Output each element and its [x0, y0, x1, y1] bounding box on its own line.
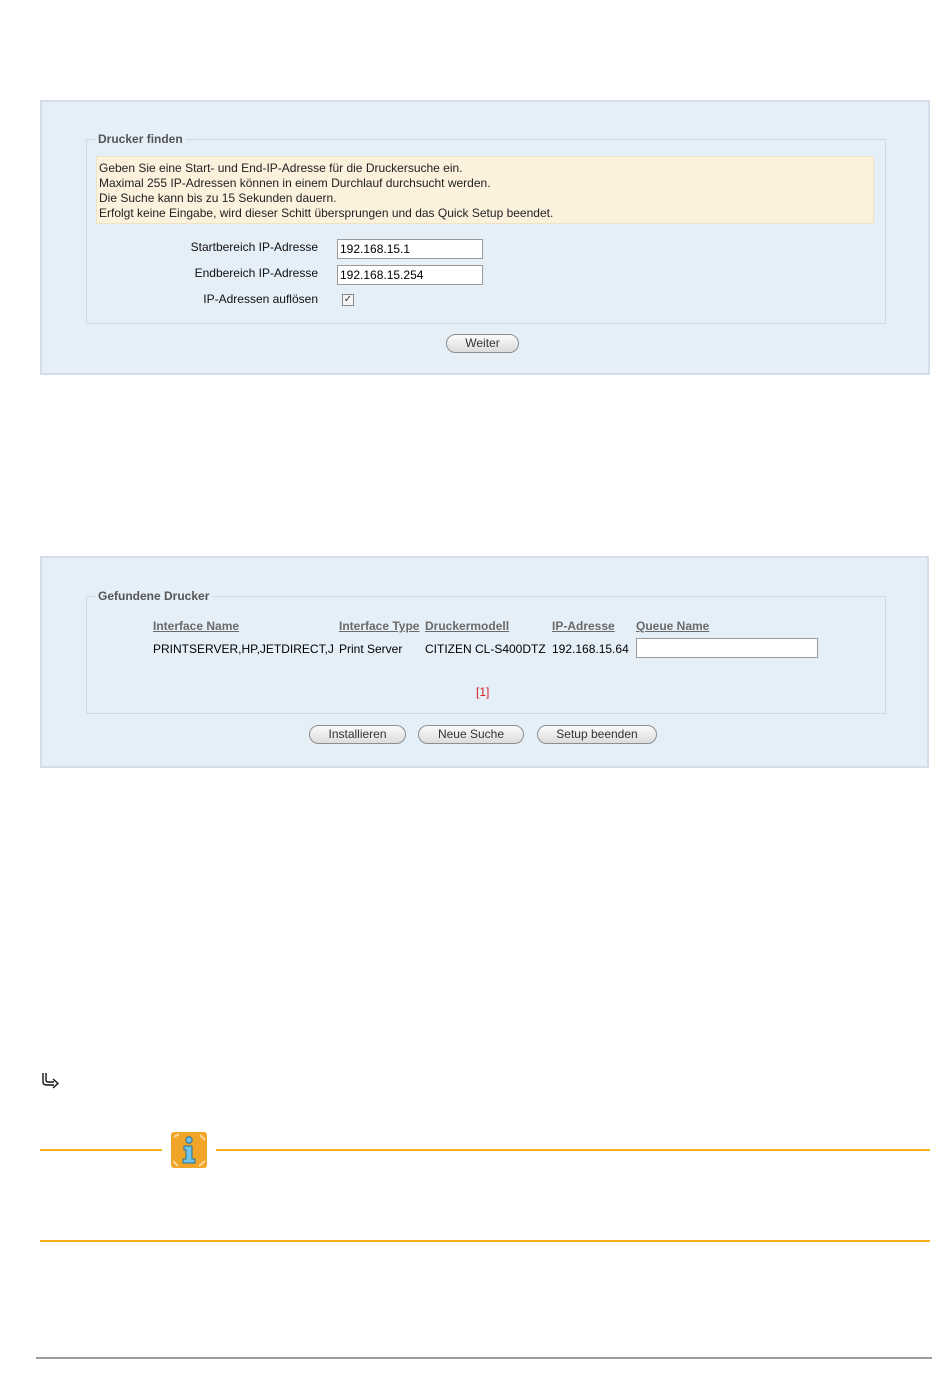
- col-header-queue-name[interactable]: Queue Name: [636, 619, 710, 633]
- notice-line: Erfolgt keine Eingabe, wird dieser Schitt übersprungen und das Quick Setup beendet.: [99, 206, 554, 220]
- notice-line: Geben Sie eine Start- und End-IP-Adresse für die Druckersuche ein.: [99, 161, 463, 175]
- footer-rule: [36, 1357, 932, 1359]
- col-header-interface-name[interactable]: Interface Name: [153, 619, 240, 633]
- search-notice: [96, 156, 874, 224]
- start-ip-input[interactable]: [337, 239, 483, 259]
- info-top-rule-left: [40, 1149, 162, 1151]
- info-icon: [170, 1131, 208, 1169]
- next-button[interactable]: Weiter: [446, 334, 519, 353]
- new-search-button[interactable]: Neue Suche: [418, 725, 524, 744]
- queue-name-input[interactable]: [636, 638, 818, 658]
- install-button[interactable]: Installieren: [309, 725, 406, 744]
- find-printer-legend: Drucker finden: [98, 132, 183, 146]
- col-header-interface-type[interactable]: Interface Type: [339, 619, 420, 633]
- end-ip-label: Endbereich IP-Adresse: [194, 266, 318, 280]
- col-header-ip[interactable]: IP-Adresse: [552, 619, 615, 633]
- hooked-arrow-icon: [40, 1071, 60, 1091]
- row-interface-name: PRINTSERVER,HP,JETDIRECT,J: [153, 642, 334, 656]
- row-interface-type: Print Server: [339, 642, 403, 656]
- end-ip-input[interactable]: [337, 265, 483, 285]
- found-printers-legend: Gefundene Drucker: [98, 589, 210, 603]
- info-bottom-rule: [40, 1240, 930, 1242]
- row-ip: 192.168.15.64: [552, 642, 629, 656]
- info-top-rule-right: [216, 1149, 930, 1151]
- notice-line: Die Suche kann bis zu 15 Sekunden dauern.: [99, 191, 337, 205]
- start-ip-label: Startbereich IP-Adresse: [190, 240, 318, 254]
- pagination-link[interactable]: [1]: [476, 685, 490, 699]
- row-model: CITIZEN CL-S400DTZ: [425, 642, 546, 656]
- col-header-model[interactable]: Druckermodell: [425, 619, 510, 633]
- resolve-ip-label: IP-Adressen auflösen: [203, 292, 318, 306]
- finish-setup-button[interactable]: Setup beenden: [537, 725, 657, 744]
- resolve-ip-checkbox[interactable]: ✓: [343, 294, 353, 305]
- notice-line: Maximal 255 IP-Adressen können in einem Durchlauf durchsucht werden.: [99, 176, 491, 190]
